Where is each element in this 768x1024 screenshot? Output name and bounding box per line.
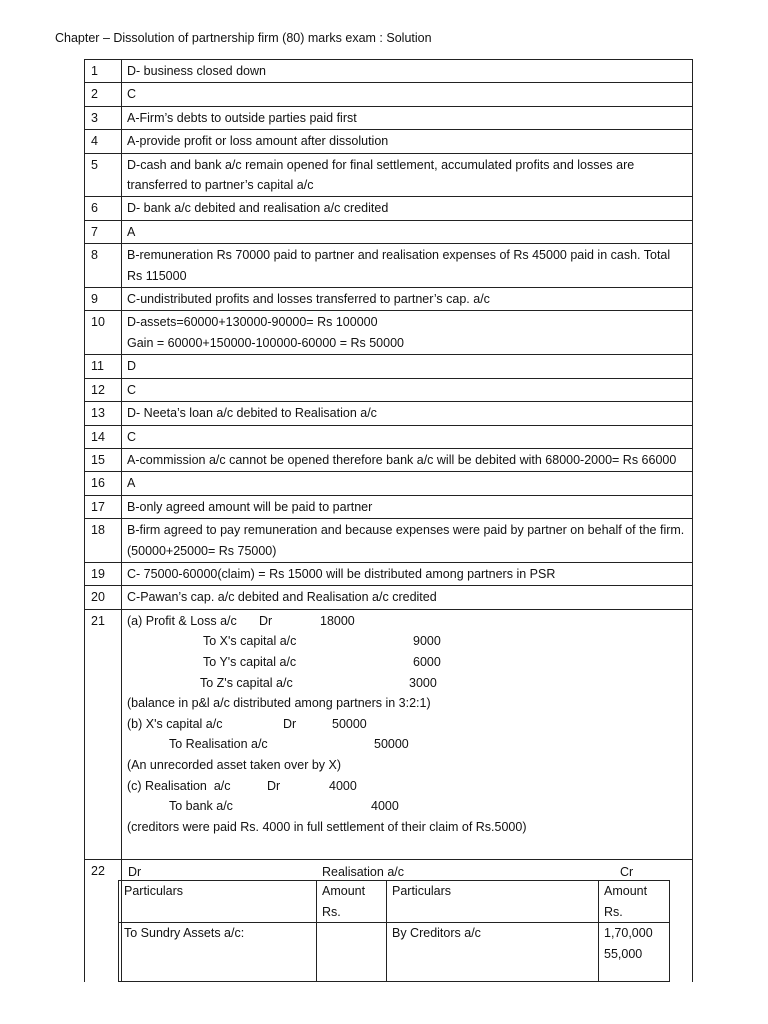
question-row-12 <box>85 378 693 401</box>
question-number: 5 <box>85 153 122 197</box>
entry-b-amount: 50000 <box>332 716 367 731</box>
answer-text: C- 75000-60000(claim) = Rs 15000 will be distributed among partners in PSR <box>122 562 693 585</box>
dr-label: Dr <box>267 778 281 793</box>
solutions-table <box>84 59 693 982</box>
answer-text: A <box>122 472 693 495</box>
answer-text: A-provide profit or loss amount after dissolution <box>122 130 693 153</box>
question-number: 3 <box>85 106 122 129</box>
rs-label: Rs. <box>322 904 341 919</box>
answer-text: C <box>122 378 693 401</box>
right-amount <box>599 923 670 982</box>
realisation-ledger <box>118 880 670 982</box>
question-row-1 <box>85 60 693 83</box>
answer-text: A-Firm’s debts to outside parties paid first <box>122 106 693 129</box>
question-number: 14 <box>85 425 122 448</box>
entry-c-credit-amount: 4000 <box>371 799 399 814</box>
entry-a-credit-1: To X's capital a/c <box>203 634 297 649</box>
answer-text: D-cash and bank a/c remain opened for final settlement, accumulated profits and losses are transferred to partner’s capital a/c <box>122 153 693 197</box>
entry-a-credit-2: To Y's capital a/c <box>203 654 297 669</box>
question-row-19 <box>85 562 693 585</box>
question-row-8 <box>85 244 693 288</box>
question-row-3 <box>85 106 693 129</box>
answer-text: C <box>122 83 693 106</box>
entry-c-credit: To bank a/c <box>169 799 233 814</box>
realisation-account <box>122 860 693 983</box>
entry-c-debit: (c) Realisation a/c <box>127 778 231 793</box>
question-number: 2 <box>85 83 122 106</box>
answer-line: Gain = 60000+150000-100000-60000 = Rs 50000 <box>127 335 404 350</box>
entry-a-amount: 18000 <box>320 613 355 628</box>
right-amount-2: 55,000 <box>604 947 643 962</box>
entry-b-credit: To Realisation a/c <box>169 737 268 752</box>
dr-label: Dr <box>128 865 142 880</box>
question-number: 22 <box>85 860 122 983</box>
question-number: 8 <box>85 244 122 288</box>
answer-text: C-undistributed profits and losses transferred to partner’s cap. a/c <box>122 288 693 311</box>
answer-text: D- Neeta’s loan a/c debited to Realisation a/c <box>122 402 693 425</box>
entry-b-note: (An unrecorded asset taken over by X) <box>127 757 342 772</box>
amount-label: Amount <box>604 884 648 899</box>
question-number: 19 <box>85 562 122 585</box>
question-row-21 <box>85 609 693 860</box>
entry-b-debit: (b) X's capital a/c <box>127 716 223 731</box>
question-number: 16 <box>85 472 122 495</box>
question-number: 12 <box>85 378 122 401</box>
entry-c-amount: 4000 <box>329 778 357 793</box>
entry-a-amount-3: 3000 <box>409 675 437 690</box>
question-row-7 <box>85 220 693 243</box>
question-number: 18 <box>85 519 122 563</box>
journal-entries <box>122 609 693 860</box>
answer-text: D <box>122 355 693 378</box>
account-heading: Realisation a/c <box>322 865 404 880</box>
answer-text: A <box>122 220 693 243</box>
answer-line: D-assets=60000+130000-90000= Rs 100000 <box>127 315 378 330</box>
answer-text: B-remuneration Rs 70000 paid to partner and realisation expenses of Rs 45000 paid in cash. Total Rs 115000 <box>122 244 693 288</box>
dr-label: Dr <box>259 613 273 628</box>
question-number: 7 <box>85 220 122 243</box>
question-row-17 <box>85 495 693 518</box>
entry-c-note: (creditors were paid Rs. 4000 in full settlement of their claim of Rs.5000) <box>127 819 527 834</box>
right-entry: By Creditors a/c <box>387 923 599 982</box>
answer-text: A-commission a/c cannot be opened therefore bank a/c will be debited with 68000-2000= Rs 66000 <box>122 448 693 471</box>
question-row-13 <box>85 402 693 425</box>
answer-text: B-firm agreed to pay remuneration and because expenses were paid by partner on behalf of the firm. (50000+25000= Rs 75000) <box>122 519 693 563</box>
question-row-14 <box>85 425 693 448</box>
question-row-2 <box>85 83 693 106</box>
question-number: 9 <box>85 288 122 311</box>
amount-label: Amount <box>322 884 366 899</box>
question-number: 15 <box>85 448 122 471</box>
page-title: Chapter – Dissolution of partnership firm (80) marks exam : Solution <box>55 31 432 45</box>
col-particulars-right: Particulars <box>387 881 599 923</box>
cr-label: Cr <box>620 865 634 880</box>
entry-a-amount-1: 9000 <box>413 634 441 649</box>
col-amount-right <box>599 881 670 923</box>
left-entry: To Sundry Assets a/c: <box>119 923 317 982</box>
answer-text: D- business closed down <box>122 60 693 83</box>
answer-text: C <box>122 425 693 448</box>
right-amount-1: 1,70,000 <box>604 926 653 941</box>
question-row-10 <box>85 311 693 355</box>
question-row-9 <box>85 288 693 311</box>
question-row-4 <box>85 130 693 153</box>
entry-a-note: (balance in p&l a/c distributed among partners in 3:2:1) <box>127 696 431 711</box>
question-number: 10 <box>85 311 122 355</box>
entry-b-credit-amount: 50000 <box>374 737 409 752</box>
answer-text: D- bank a/c debited and realisation a/c credited <box>122 197 693 220</box>
col-amount-left <box>317 881 387 923</box>
left-amount <box>317 923 387 982</box>
question-row-18 <box>85 519 693 563</box>
answer-text: B-only agreed amount will be paid to partner <box>122 495 693 518</box>
question-number: 21 <box>85 609 122 860</box>
question-row-6 <box>85 197 693 220</box>
answer-text: C-Pawan’s cap. a/c debited and Realisation a/c credited <box>122 586 693 609</box>
question-number: 20 <box>85 586 122 609</box>
question-row-11 <box>85 355 693 378</box>
question-number: 1 <box>85 60 122 83</box>
col-particulars-left: Particulars <box>119 881 317 923</box>
entry-a-amount-2: 6000 <box>413 654 441 669</box>
question-number: 11 <box>85 355 122 378</box>
question-row-16 <box>85 472 693 495</box>
rs-label: Rs. <box>604 904 623 919</box>
question-number: 13 <box>85 402 122 425</box>
dr-label: Dr <box>283 716 297 731</box>
question-number: 6 <box>85 197 122 220</box>
answer-text <box>122 311 693 355</box>
entry-a-credit-3: To Z's capital a/c <box>200 675 293 690</box>
question-row-22 <box>85 860 693 983</box>
question-number: 4 <box>85 130 122 153</box>
question-row-15 <box>85 448 693 471</box>
question-row-5 <box>85 153 693 197</box>
question-row-20 <box>85 586 693 609</box>
entry-a-debit: (a) Profit & Loss a/c <box>127 613 237 628</box>
question-number: 17 <box>85 495 122 518</box>
